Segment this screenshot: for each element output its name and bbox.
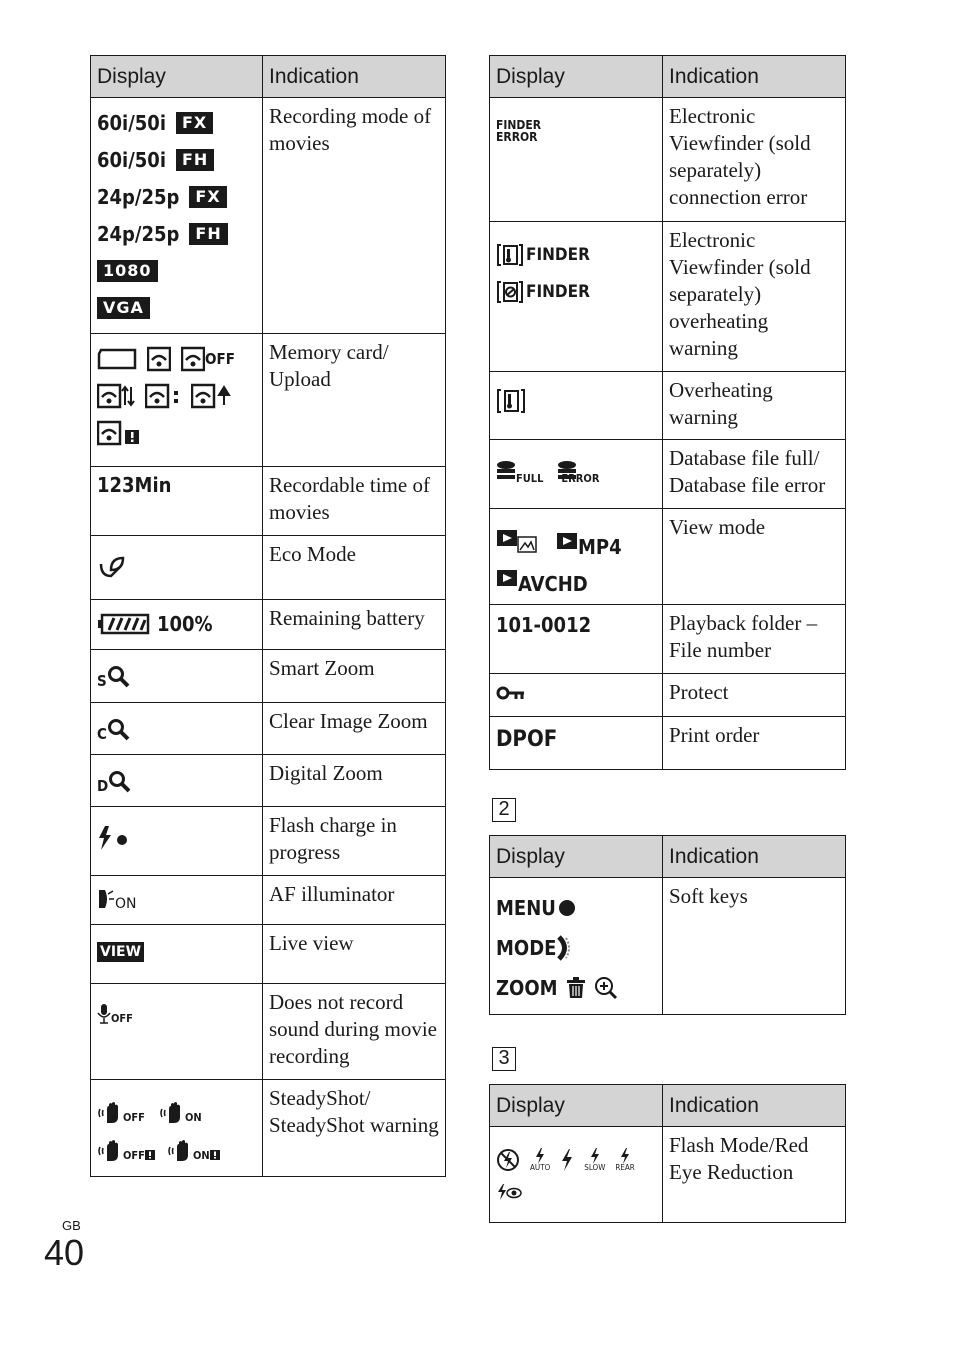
table-row (91, 876, 446, 925)
warning-icon (210, 1150, 220, 1160)
magnifier-icon (107, 665, 131, 689)
table-row (490, 440, 846, 509)
upload-icon (145, 383, 181, 409)
display-cell: MP4 AVCHD (490, 509, 663, 605)
indication-cell: Eco Mode (263, 536, 446, 600)
vga-badge: VGA (97, 297, 150, 319)
table-row (91, 98, 446, 334)
indication-cell: SteadyShot/ SteadyShot warning (263, 1080, 446, 1177)
battery-percent: 100% (157, 612, 213, 636)
magnifier-icon (108, 770, 132, 794)
wifi-card-icon (147, 346, 171, 372)
indication-cell: Clear Image Zoom (263, 703, 446, 755)
table-row (490, 878, 846, 1015)
display-cell: FINDER FINDER (490, 222, 663, 372)
view-mode-still-icon (496, 529, 538, 555)
fx-badge: FX (176, 112, 213, 134)
table-row (91, 925, 446, 984)
record-dot-icon (558, 899, 576, 917)
table-row (91, 536, 446, 600)
upload-icon (191, 383, 231, 409)
table-row (91, 755, 446, 807)
table-row (490, 98, 846, 222)
indication-cell: Database file full/ Database file error (663, 440, 846, 509)
display-cell (490, 605, 663, 674)
table-row (91, 984, 446, 1080)
play-icon (556, 532, 578, 552)
steadyshot-icon (97, 1101, 123, 1125)
flash-icon (534, 1148, 546, 1164)
header-indication: Indication (663, 1085, 846, 1127)
indication-cell: Recording mode of movies (263, 98, 446, 334)
flash-mode-table (489, 1084, 846, 1223)
table-header (490, 1085, 846, 1127)
indication-cell: View mode (663, 509, 846, 605)
display-cell: FULL ERROR (490, 440, 663, 509)
table-row (91, 807, 446, 876)
indication-cell: Print order (663, 717, 846, 770)
flash-icon (589, 1148, 601, 1164)
battery-icon (97, 613, 151, 635)
section-number-2: 2 (492, 798, 516, 822)
upload-error-icon (97, 420, 141, 446)
display-cell (91, 807, 263, 876)
display-cell: 60i/50i FX 60i/50i FH 24p/25p FX 24p/25p FH 1080 VGA (91, 98, 263, 334)
indication-cell: Electronic Viewfinder (sold separately) connection error (663, 98, 846, 222)
display-cell (490, 674, 663, 717)
header-indication: Indication (663, 56, 846, 98)
upload-icon (97, 383, 135, 409)
table-row (91, 703, 446, 755)
memory-card-icon (97, 348, 137, 370)
recordable-time: 123Min (97, 473, 172, 497)
indication-cell: Flash Mode/Red Eye Reduction (663, 1127, 846, 1223)
header-indication: Indication (263, 56, 446, 98)
steadyshot-icon (159, 1101, 185, 1125)
header-display: Display (490, 1085, 663, 1127)
overheat-icon (496, 280, 524, 304)
fh-badge: FH (189, 223, 227, 245)
table-row (490, 717, 846, 770)
display-cell: C (91, 703, 263, 755)
fx-badge: FX (189, 186, 226, 208)
soft-keys-table (489, 835, 846, 1015)
header-display: Display (490, 56, 663, 98)
indication-cell: Memory card/ Upload (263, 334, 446, 467)
display-cell: OFF (91, 984, 263, 1080)
display-cell: D (91, 755, 263, 807)
table-row (490, 222, 846, 372)
section-number-3: 3 (492, 1047, 516, 1071)
warning-icon (145, 1150, 155, 1160)
table-header (490, 56, 846, 98)
indication-cell: Overheating warning (663, 372, 846, 440)
indication-cell: Recordable time of movies (263, 467, 446, 536)
display-cell: OFF (91, 334, 263, 467)
table-row (91, 467, 446, 536)
control-wheel-icon (556, 935, 572, 961)
indication-cell: Smart Zoom (263, 650, 446, 703)
database-icon (496, 460, 516, 486)
steadyshot-warning-icon (167, 1139, 193, 1163)
header-display: Display (91, 56, 263, 98)
indication-cell: Soft keys (663, 878, 846, 1015)
dpof-label: DPOF (496, 727, 558, 752)
table-row (91, 600, 446, 650)
table-header (91, 56, 446, 98)
right-table (489, 55, 846, 770)
display-cell (490, 98, 663, 222)
indication-cell: Electronic Viewfinder (sold separately) overheating warning (663, 222, 846, 372)
steadyshot-warning-icon (97, 1139, 123, 1163)
indication-cell: Remaining battery (263, 600, 446, 650)
indication-cell: Flash charge in progress (263, 807, 446, 876)
flash-icon (560, 1149, 574, 1171)
display-cell: MENU MODE ZOOM (490, 878, 663, 1015)
table-header (490, 836, 846, 878)
indication-cell: AF illuminator (263, 876, 446, 925)
display-cell (91, 536, 263, 600)
header-display: Display (490, 836, 663, 878)
key-icon (496, 684, 526, 704)
display-cell: ON (91, 876, 263, 925)
region-label: GB (62, 1218, 81, 1233)
play-icon (496, 569, 518, 589)
af-illuminator-icon (97, 888, 115, 912)
table-row (490, 372, 846, 440)
indication-cell: Protect (663, 674, 846, 717)
finder-error-label: FINDER ERROR (496, 118, 542, 144)
table-row (91, 650, 446, 703)
display-cell: AUTO SLOW REAR (490, 1127, 663, 1223)
display-cell: OFF ON OFF ON (91, 1080, 263, 1177)
table-row (490, 509, 846, 605)
1080-badge: 1080 (97, 260, 158, 282)
fh-badge: FH (176, 149, 214, 171)
display-cell (91, 467, 263, 536)
flash-off-icon (496, 1148, 520, 1172)
indication-cell: Playback folder – File number (663, 605, 846, 674)
table-row (91, 1080, 446, 1177)
page-number: 40 (44, 1232, 85, 1273)
red-eye-icon (496, 1183, 522, 1201)
folder-file-number: 101-0012 (496, 613, 592, 637)
indication-cell: Live view (263, 925, 446, 984)
trash-icon (566, 977, 586, 999)
indication-cell: Does not record sound during movie recording (263, 984, 446, 1080)
display-cell: S (91, 650, 263, 703)
left-table (90, 55, 446, 1177)
display-cell (91, 925, 263, 984)
table-row (490, 1127, 846, 1223)
indication-cell: Digital Zoom (263, 755, 446, 807)
magnifier-icon (107, 718, 131, 742)
display-cell (91, 600, 263, 650)
zoom-in-icon (594, 976, 618, 1000)
microphone-icon (97, 1003, 111, 1025)
display-cell (490, 717, 663, 770)
table-row (91, 334, 446, 467)
table-row (490, 674, 846, 717)
flash-icon (619, 1148, 631, 1164)
table-row (490, 605, 846, 674)
overheat-icon (496, 388, 526, 414)
overheat-icon (496, 243, 524, 267)
display-cell (490, 372, 663, 440)
wifi-card-icon (181, 346, 205, 372)
header-indication: Indication (663, 836, 846, 878)
flash-charge-icon (97, 825, 129, 851)
view-badge: VIEW (97, 942, 144, 962)
eco-mode-icon (97, 554, 127, 580)
